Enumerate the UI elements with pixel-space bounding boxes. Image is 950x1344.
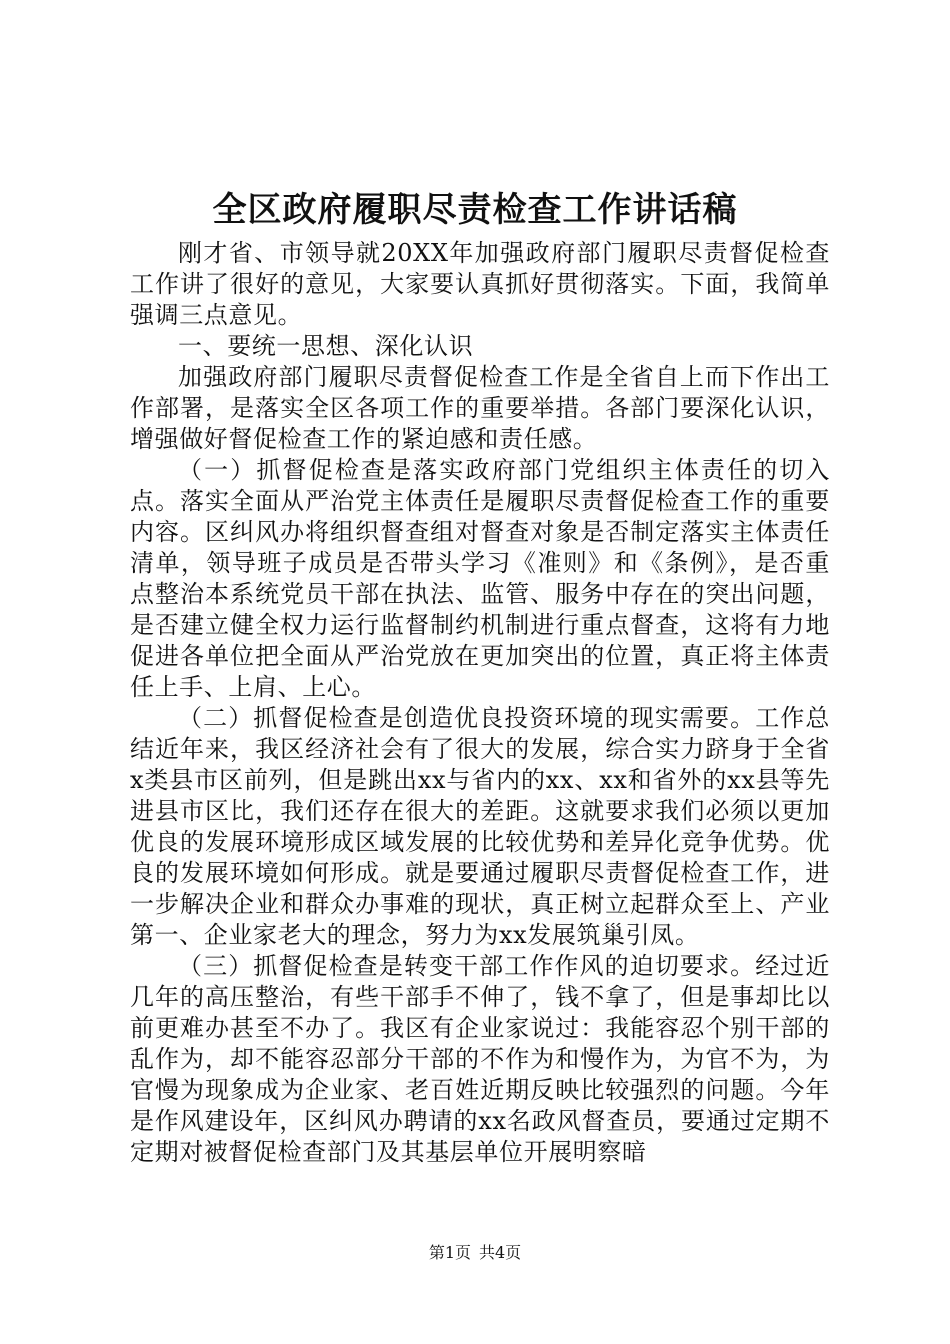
page-total: 共4页 — [479, 1243, 522, 1262]
section-heading-1: 一、要统一思想、深化认识 — [178, 332, 474, 360]
paragraph-intro: 刚才省、市领导就20XX年加强政府部门履职尽责督促检查工作讲了很好的意见，大家要认真抓好贯彻落实。下面，我简单强调三点意见。 — [130, 239, 830, 329]
paragraph-section-1-intro: 加强政府部门履职尽责督促检查工作是全省自上而下作出工作部署，是落实全区各项工作的重要举措。各部门要深化认识，增强做好督促检查工作的紧迫感和责任感。 — [130, 363, 830, 453]
paragraph-point-2: （二）抓督促检查是创造优良投资环境的现实需要。工作总结近年来，我区经济社会有了很大的发展，综合实力跻身于全省x类县市区前列，但是跳出xx与省内的xx、xx和省外的xx县等先进县市区比，我们还存在很大的差距。这就要求我们必须以更加优良的发展环境形成区域发展的比较优势和差异化竞争优势。优良的发展环境如何形成。就是要通过履职尽责督促检查工作，进一步解决企业和群众办事难的现状，真正树立起群众至上、产业第一、企业家老大的理念，努力为xx发展筑巢引凤。 — [130, 704, 830, 949]
paragraph-point-1: （一）抓督促检查是落实政府部门党组织主体责任的切入点。落实全面从严治党主体责任是履职尽责督促检查工作的重要内容。区纠风办将组织督查组对督查对象是否制定落实主体责任清单，领导班子成员是否带头学习《准则》和《条例》，是否重点整治本系统党员干部在执法、监管、服务中存在的突出问题，是否建立健全权力运行监督制约机制进行重点督查，这将有力地促进各单位把全面从严治党放在更加突出的位置，真正将主体责任上手、上肩、上心。 — [130, 456, 830, 701]
document-title: 全区政府履职尽责检查工作讲话稿 — [212, 190, 738, 230]
paragraph-point-3: （三）抓督促检查是转变干部工作作风的迫切要求。经过近几年的高压整治，有些干部手不伸了，钱不拿了，但是事却比以前更难办甚至不办了。我区有企业家说过：我能容忍个别干部的乱作为，却不能容忍部分干部的不作为和慢作为，为官不为，为官慢为现象成为企业家、老百姓近期反映比较强烈的问题。今年是作风建设年，区纠风办聘请的xx名政风督查员，要通过定期不定期对被督促检查部门及其基层单位开展明察暗 — [130, 952, 830, 1166]
page-footer — [0, 1242, 950, 1264]
document-body — [130, 238, 830, 1168]
page-number: 第1页 — [428, 1243, 471, 1262]
